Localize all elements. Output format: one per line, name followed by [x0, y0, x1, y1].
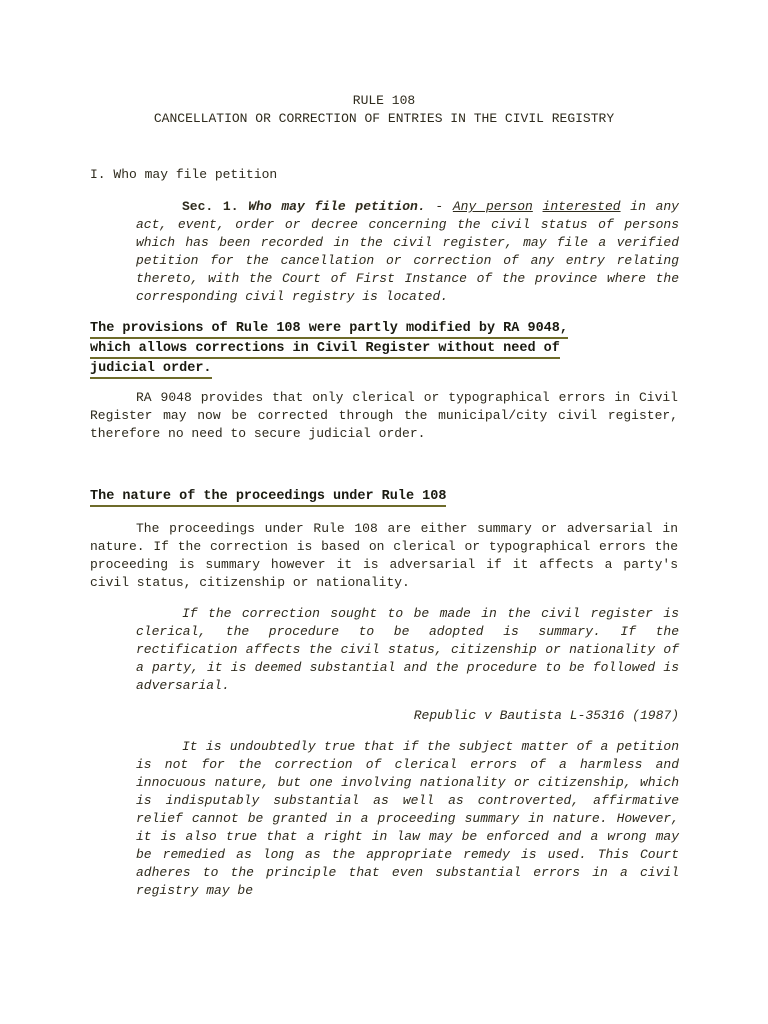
sec1-body: in any act, event, order or decree concerning the civil status of persons which has been recorded in the civil register, may file a verified petition for the cancellation or correction of any entry relating thereto, with the Court of First Instance of the province where the corresponding civil registry is located.	[136, 199, 679, 304]
ra9048-heading: The provisions of Rule 108 were partly modified by RA 9048, which allows corrections in Civil Register without need of judicial order.	[90, 319, 650, 379]
rule-number: RULE 108	[352, 93, 416, 108]
citation-republic-v-bautista: Republic v Bautista L-35316 (1987)	[413, 708, 679, 723]
ra9048-paragraph: RA 9048 provides that only clerical or typographical errors in Civil Register may now be corrected through the municipal/city civil register, therefore no need to secure judicial order.	[90, 390, 678, 441]
sec1-interested: interested	[542, 199, 621, 214]
nature-paragraph: The proceedings under Rule 108 are either summary or adversarial in nature. If the correction is based on clerical or typographical errors the proceeding is summary however it is adversarial if it affects a party's civil status, citizenship or nationality.	[90, 521, 678, 590]
quote-paragraph-2: It is undoubtedly true that if the subject matter of a petition is not for the correction of clerical errors of a harmless and innocuous nature, but one involving nationality or citizenship, which is indisputably substantial as well as controverted, affirmative relief cannot be granted in a proceeding summary in nature. However, it is also true that a right in law may be enforced and a wrong may be remedied as long as the appropriate remedy is used. This Court adheres to the principle that even substantial errors in a civil registry may be	[136, 739, 679, 898]
section-heading-who-may-file: I. Who may file petition	[90, 167, 278, 182]
sec1-dash: -	[435, 199, 444, 214]
sec1-any-person: Any person	[452, 199, 533, 214]
sec1-title: Who may file petition.	[248, 199, 426, 214]
rule-title: CANCELLATION OR CORRECTION OF ENTRIES IN THE CIVIL REGISTRY	[153, 111, 615, 126]
sec1-paragraph	[136, 198, 679, 306]
nature-heading: The nature of the proceedings under Rule 108	[90, 487, 446, 507]
sec1-number: Sec. 1.	[182, 199, 239, 214]
quote-paragraph-1: If the correction sought to be made in the civil register is clerical, the procedure to be adopted is summary. If the rectification affects the civil status, citizenship or nationality of a party, it is deemed substantial and the procedure to be followed is adversarial.	[136, 606, 679, 693]
